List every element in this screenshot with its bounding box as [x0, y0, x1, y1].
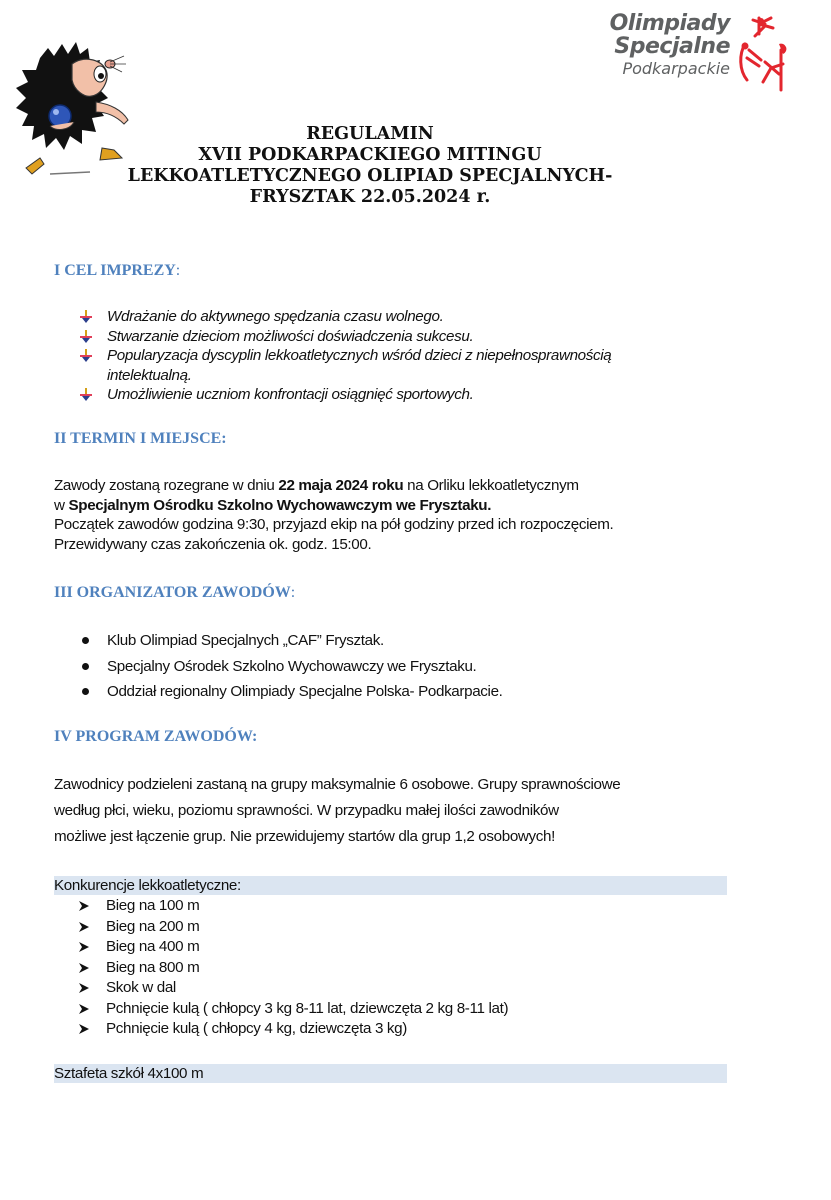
arrowhead-bullet-icon — [78, 921, 90, 933]
arrow-down-bullet-icon — [80, 388, 92, 402]
section-heading-organizer: III ORGANIZATOR ZAWODÓW: — [54, 584, 296, 601]
bullet-dot-icon — [82, 688, 89, 695]
olimpiady-specjalne-logo — [590, 12, 790, 92]
organizer-list-item: Oddział regionalny Olimpiady Specjalne Polska- Podkarpacie. — [80, 679, 503, 705]
title-line-1: REGULAMIN — [306, 124, 434, 144]
organizer-list — [80, 628, 503, 705]
events-list — [78, 896, 508, 1040]
special-olympics-emblem-icon — [735, 14, 787, 92]
date-place-line-1: Zawody zostaną rozegrane w dniu 22 maja 2024 roku na Orliku lekkoatletycznym — [54, 477, 579, 494]
arrowhead-bullet-icon — [78, 900, 90, 912]
bullet-dot-icon — [82, 663, 89, 670]
title-line-3: LEKKOATLETYCZNEGO OLIPIAD SPECJALNYCH- — [127, 166, 613, 186]
title-line-2: XVII PODKARPACKIEGO MITINGU — [198, 145, 542, 165]
arrow-down-bullet-icon — [80, 349, 92, 363]
goal-list-item: Stwarzanie dzieciom możliwości doświadczenia sukcesu. — [80, 327, 611, 347]
document-title — [100, 124, 640, 208]
date-place-paragraph — [54, 475, 613, 556]
title-line-4: FRYSZTAK 22.05.2024 r. — [249, 187, 491, 207]
organizer-list-item: Klub Olimpiad Specjalnych „CAF” Frysztak. — [80, 628, 503, 654]
program-paragraph: Zawodnicy podzieleni zastaną na grupy maksymalnie 6 osobowe. Grupy sprawnościowe według płci, wieku, poziomu sprawności. W przypadku małej ilości zawodników możliwe jest łączenie grup. Nie przewidujemy startów dla grup 1,2 osobowych! — [54, 776, 621, 845]
goal-list — [80, 307, 611, 405]
goal-list-item: Popularyzacja dyscyplin lekkoatletycznych wśród dzieci z niepełnosprawnością intelektualną. — [80, 346, 611, 385]
event-item: Bieg na 400 m — [78, 937, 508, 958]
event-item: Skok w dal — [78, 978, 508, 999]
events-header: Konkurencje lekkoatletyczne: — [54, 876, 727, 895]
arrow-down-bullet-icon — [80, 310, 92, 324]
relay-event-bar: Sztafeta szkół 4x100 m — [54, 1064, 727, 1083]
bullet-dot-icon — [82, 637, 89, 644]
logo-line-podkarpackie: Podkarpackie — [622, 59, 730, 78]
event-item: Bieg na 200 m — [78, 917, 508, 938]
event-item: Bieg na 800 m — [78, 958, 508, 979]
event-venue: Specjalnym Ośrodku Szkolno Wychowawczym we Frysztaku. — [68, 496, 492, 514]
arrowhead-bullet-icon — [78, 1003, 90, 1015]
arrowhead-bullet-icon — [78, 982, 90, 994]
section-heading-goal-text: I CEL IMPREZY — [54, 262, 176, 279]
arrowhead-bullet-icon — [78, 962, 90, 974]
logo-line-olimpiady: Olimpiady — [609, 11, 730, 36]
arrowhead-bullet-icon — [78, 941, 90, 953]
event-item: Pchnięcie kulą ( chłopcy 3 kg 8-11 lat, dziewczęta 2 kg 8-11 lat) — [78, 999, 508, 1020]
date-place-line-3: Początek zawodów godzina 9:30, przyjazd ekip na pół godziny przed ich rozpoczęciem. — [54, 516, 614, 533]
section-heading-date-place: II TERMIN I MIEJSCE: — [54, 430, 227, 447]
date-place-line-4: Przewidywany czas zakończenia ok. godz. 15:00. — [54, 535, 372, 553]
section-heading-goal-colon: : — [175, 262, 181, 279]
organizer-list-item: Specjalny Ośrodek Szkolno Wychowawczy we Frysztaku. — [80, 654, 503, 680]
section-heading-goal — [54, 262, 180, 280]
arrow-down-bullet-icon — [80, 330, 92, 344]
section-heading-program: IV PROGRAM ZAWODÓW: — [54, 728, 258, 745]
goal-list-item: Umożliwienie uczniom konfrontacji osiągnięć sportowych. — [80, 385, 611, 405]
arrowhead-bullet-icon — [78, 1023, 90, 1035]
event-date: 22 maja 2024 roku — [278, 477, 404, 494]
goal-list-item: Wdrażanie do aktywnego spędzania czasu wolnego. — [80, 307, 611, 327]
event-item: Bieg na 100 m — [78, 896, 508, 917]
event-item: Pchnięcie kulą ( chłopcy 4 kg, dziewczęta 3 kg) — [78, 1019, 508, 1040]
logo-line-specjalne: Specjalne — [614, 34, 730, 59]
date-place-line-2: w Specjalnym Ośrodku Szkolno Wychowawczym we Frysztaku. — [54, 496, 492, 514]
